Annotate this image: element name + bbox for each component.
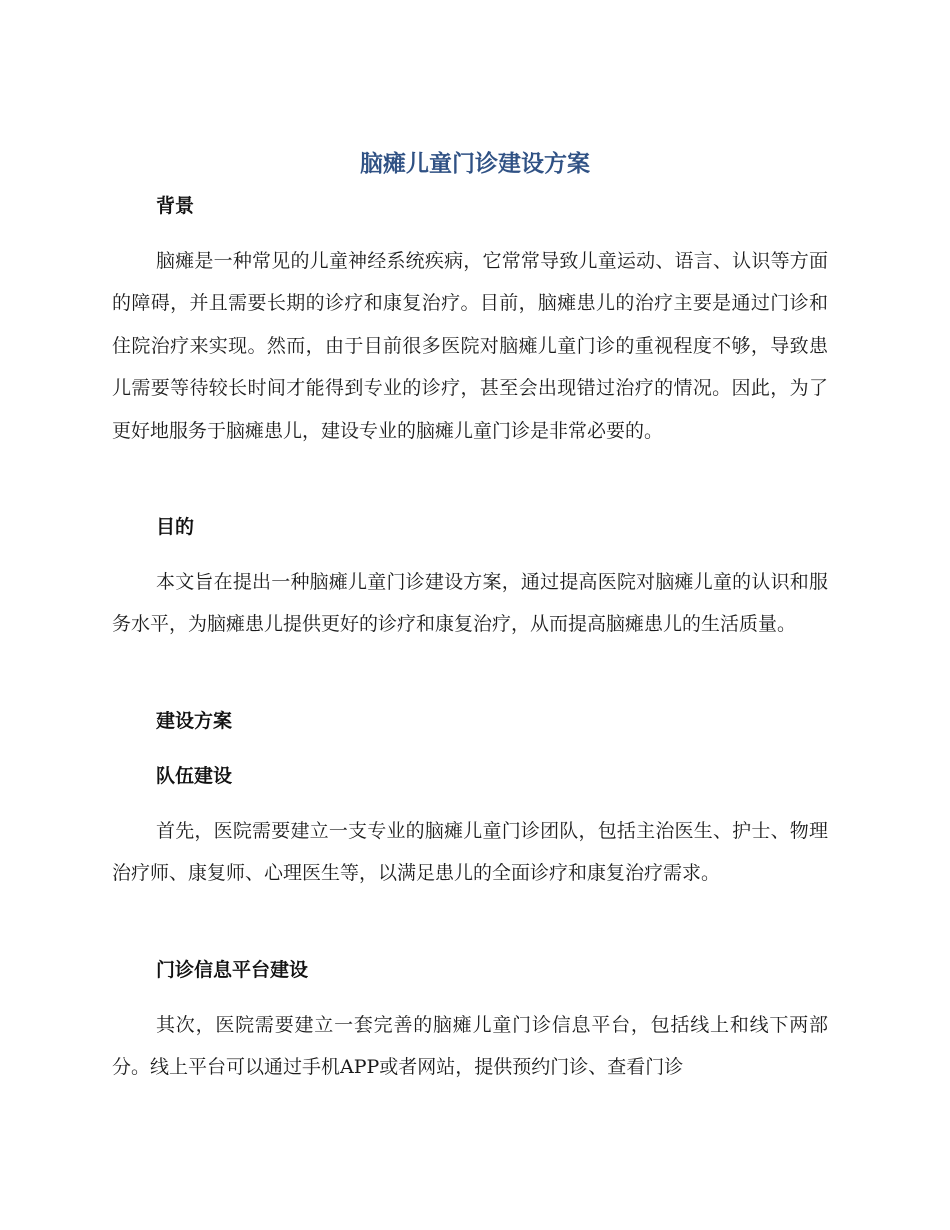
heading-platform: 门诊信息平台建设 (156, 959, 309, 981)
document-title: 脑瘫儿童门诊建设方案 (360, 151, 590, 177)
paragraph-team: 首先，医院需要建立一支专业的脑瘫儿童门诊团队，包括主治医生、护士、物理治疗师、康复师、心理医生等，以满足患儿的全面诊疗和康复治疗需求。 (112, 820, 828, 885)
heading-team: 队伍建设 (156, 765, 233, 787)
heading-background: 背景 (156, 195, 195, 217)
paragraph-purpose: 本文旨在提出一种脑瘫儿童门诊建设方案，通过提高医院对脑瘫儿童的认识和服务水平，为脑瘫患儿提供更好的诊疗和康复治疗，从而提高脑瘫患儿的生活质量。 (112, 571, 828, 636)
paragraph-platform: 其次，医院需要建立一套完善的脑瘫儿童门诊信息平台，包括线上和线下两部分。线上平台可以通过手机APP或者网站，提供预约门诊、查看门诊 (112, 1014, 828, 1079)
paragraph-background: 脑瘫是一种常见的儿童神经系统疾病，它常常导致儿童运动、语言、认识等方面的障碍，并且需要长期的诊疗和康复治疗。目前，脑瘫患儿的治疗主要是通过门诊和住院治疗来实现。然而，由于目前很多医院对脑瘫儿童门诊的重视程度不够，导致患儿需要等待较长时间才能得到专业的诊疗，甚至会出现错过治疗的情况。因此，为了更好地服务于脑瘫患儿，建设专业的脑瘫儿童门诊是非常必要的。 (112, 250, 828, 442)
heading-plan: 建设方案 (156, 710, 233, 732)
heading-purpose: 目的 (156, 516, 195, 538)
